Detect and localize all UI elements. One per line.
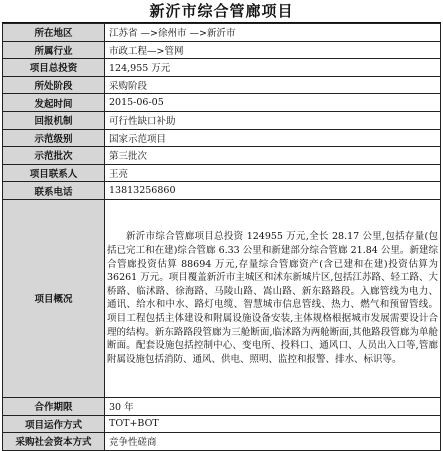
table-row [3, 94, 441, 112]
table-row [3, 41, 441, 59]
contact-person-label: 项目联系人 [3, 164, 105, 182]
operation-mode-value: TOT+BOT [105, 415, 441, 433]
cooperation-term-label: 合作期限 [3, 397, 105, 415]
procurement-method-label: 采购社会资本方式 [3, 433, 105, 451]
phone-value: 13813256860 [105, 182, 441, 200]
demo-level-value: 国家示范项目 [105, 129, 441, 147]
table-row [3, 59, 441, 77]
table-row [3, 24, 441, 42]
stage-value: 采购阶段 [105, 76, 441, 94]
table-row [3, 76, 441, 94]
industry-value: 市政工程—>管网 [105, 41, 441, 59]
total-investment-value: 124,955 万元 [105, 59, 441, 77]
demo-batch-value: 第三批次 [105, 147, 441, 165]
demo-level-label: 示范级别 [3, 129, 105, 147]
table-row [3, 111, 441, 129]
table-row [3, 199, 441, 397]
table-row [3, 433, 441, 451]
table-row [3, 164, 441, 182]
start-date-value: 2015-06-05 [105, 94, 441, 112]
demo-batch-label: 示范批次 [3, 147, 105, 165]
table-row [3, 182, 441, 200]
project-info-table [2, 23, 441, 451]
contact-person-value: 王亮 [105, 164, 441, 182]
table-row [3, 129, 441, 147]
operation-mode-label: 项目运作方式 [3, 415, 105, 433]
region-label: 所在地区 [3, 24, 105, 42]
table-row [3, 147, 441, 165]
cooperation-term-value: 30 年 [105, 397, 441, 415]
overview-label: 项目概况 [3, 199, 105, 397]
industry-label: 所属行业 [3, 41, 105, 59]
start-date-label: 发起时间 [3, 94, 105, 112]
phone-label: 联系电话 [3, 182, 105, 200]
table-row [3, 415, 441, 433]
document-title: 新沂市综合管廊项目 [2, 0, 441, 23]
region-value: 江苏省 —>徐州市 —>新沂市 [105, 24, 441, 42]
stage-label: 所处阶段 [3, 76, 105, 94]
total-investment-label: 项目总投资 [3, 59, 105, 77]
return-mechanism-value: 可行性缺口补助 [105, 111, 441, 129]
return-mechanism-label: 回报机制 [3, 111, 105, 129]
overview-value: 新沂市综合管廊项目总投资 124955 万元,全长 28.17 公里,包括存量(包括已完工和在建)综合管廊 6.33 公里和新建部分综合管廊 21.84 公里。新建综合管廊投资估算 88694 万元,存量综合管廊资产(含已建和在建)投资估算为 36261 万元。项目覆盖新沂市主城区和沭东新城片区,包括江苏路、轻工路、大桥路、临沭路、徐海路、马陵山路、嵩山路、新东路路段。入廊管线为电力、通讯、给水和中水、路灯电缆、智慧城市信息管线、热力、燃气和预留管线。项目工程包括主体建设和附属设施设备安装,主体规格根据城市发展需要设计合理的结构。新东路路段管廊为三舱断面,临沭路为两舱断面,其他路段管廊为单舱断面。配套设施包括控制中心、变电所、投料口、通风口、人员出入口等,管廊附属设施包括消防、通风、供电、照明、监控和报警、排水、标识等。 [105, 199, 441, 397]
table-row [3, 397, 441, 415]
procurement-method-value: 竞争性磋商 [105, 433, 441, 451]
